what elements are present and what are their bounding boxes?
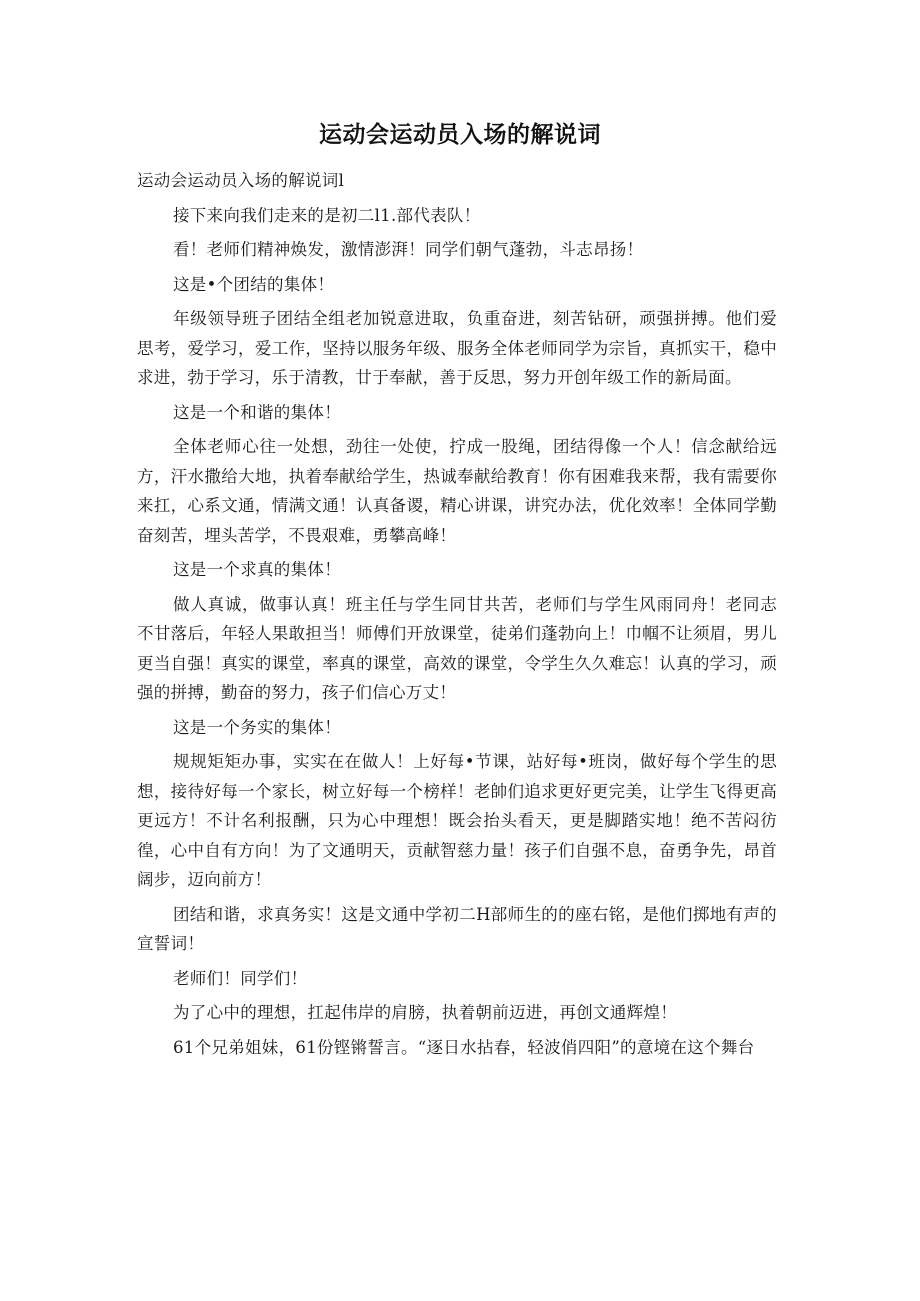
document-title: 运动会运动员入场的解说词 — [319, 122, 601, 148]
motto-paragraph: 团结和谐，求真务实！这是文通中学初二H部师生的的座右铭，是他们掷地有声的宣誓词！ — [137, 904, 777, 953]
document-body — [137, 166, 777, 1067]
heading-practical: 这是一个务实的集体！ — [173, 717, 341, 737]
practical-paragraph: 规规矩矩办事，实实在在做人！上好每•节课，站好每•班岗，做好每个学生的思想，接待好每一个家长，树立好每一个榜样！老帥们追求更好更完美，让学生飞得更高更远方！不计名利报酬，只为心中理想！既会抬头看天，更是脚踏实地！绝不苦闷彷徨，心中自有方向！为了文通明天，贡献智慈力量！孩子们自强不息，奋勇争先，昂首阔步，迈向前方！ — [137, 752, 777, 889]
heading-truth: 这是一个求真的集体！ — [173, 560, 341, 579]
subtitle-paragraph: 运动会运动员入场的解说词l — [137, 171, 345, 190]
ideal-paragraph: 为了心中的理想，扛起伟岸的肩膀，执着朝前迈进，再创文通辉煌！ — [173, 1003, 677, 1022]
spirit-paragraph: 看！老师们精神焕发，激情澎湃！同学们朝气蓬勃，斗志昂扬！ — [173, 240, 644, 259]
harmony-paragraph: 全体老师心往一处想，劲往一处使，拧成一股绳，团结得像一个人！信念献给远方，汗水撒给大地，执着奉献给学生，热诚奉献给教育！你有困难我来帮，我有需要你来扛，心系文通，情满文通！认真备谡，精心讲课，讲究办法，优化效率！全体同学勤奋刻苦，埋头苦学，不畏艰难，勇攀高峰！ — [137, 437, 777, 545]
heading-unity: 这是•个团结的集体！ — [173, 274, 335, 294]
address-paragraph: 老师们！同学们！ — [173, 968, 308, 988]
closing-paragraph: 61个兄弟姐妹，61份铿锵誓言。“逐日水拈春，轻波俏四阳”的意境在这个舞台 — [173, 1037, 755, 1057]
heading-harmony: 这是一个和谐的集体！ — [173, 402, 341, 422]
truth-paragraph: 做人真诚，做事认真！班主任与学生同甘共苦，老师们与学生风雨同舟！老同志不甘落后，年轻人果敢担当！师傅们开放课堂，徒弟们蓬勃向上！巾帼不让须眉，男儿更当自强！真实的课堂，率真的课堂，高效的课堂，令学生久久难忘！认真的学习，顽强的拼搏，勤奋的努力，孩子们信心万丈！ — [137, 594, 777, 702]
intro-paragraph: 接下来向我们走来的是初二l1.部代表队！ — [173, 205, 481, 225]
unity-paragraph: 年级领导班子团结全组老加锐意进取，负重奋进，刻苦钻研，顽强拼搏。他们爱思考，爱学习，爱工作，坚持以服务年级、服务全体老师同学为宗旨，真抓实干，稳中求进，勃于学习，乐于清教，廿于奉献，善于反思，努力开创年级工作的新局面。 — [137, 309, 777, 387]
